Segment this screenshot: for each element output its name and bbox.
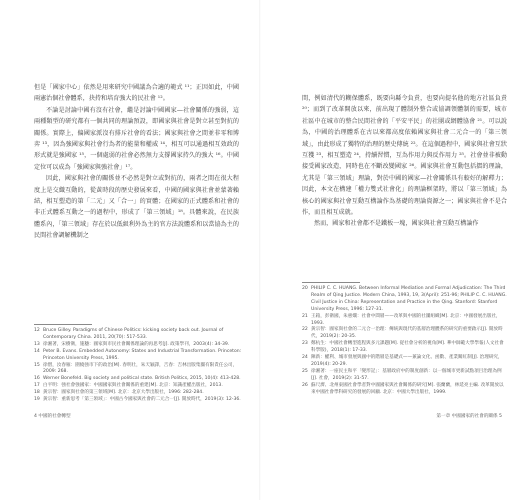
footnote-divider [302, 282, 360, 283]
left-body-text [34, 82, 239, 242]
footnote-number: 13 [34, 341, 40, 347]
footnote-number: 16 [34, 376, 40, 382]
footnote [34, 397, 244, 404]
paragraph: 不論是討論中國有沒有社會，繼是討論中國國家—社會關係的強弱，這兩種類型的研究都有一個共同的理論預設，即國家與社會是對立甚至對抗的關係。實際上，偏國家派沒有排斥社會的看法；國家與社會之間並非零和博弈 ¹³，因為強國家與社會行為者的能量和權威 ¹⁴，相互可以通過相互效政的形式就是強國家 ¹⁵，一個處弱的社會必然無力支撐國家持久的強大 ¹⁶。中國定位可以成為「強國家與強社會」¹⁷。 [34, 106, 239, 171]
footnote-number: 15 [34, 362, 40, 368]
footnote-text: 徐湘著，宋樹衛，施穗：國家與市民社會關係理論的再思考[J]. 政策學刊，2003(4): 34-39. [43, 341, 230, 347]
footnote-number: 23 [302, 341, 308, 347]
footnote-number: 26 [302, 382, 308, 388]
footnote-text: PHILIP C. C. HUANG. Between Informal Mediation and Formal Adjudication: The Third Realm of Qing Justice. Modern China, 1993, 19, 3(April): 251-96; PHILIP C. C. HUANG. Civil Justice in China: Representation and Practice in the Qing. Stanford: Stanford University Press, 1996: 127-31. [311, 286, 507, 312]
paragraph: 但是「國家中心」依然是用來研究中國議為合適的範式 ¹¹；正因如此，中國兩憲治個社會體系，抉持和培育強大的民社會 ¹²。 [34, 84, 239, 103]
footnote-number: 24 [302, 355, 308, 361]
footnote [302, 286, 507, 314]
footnote-number: 18 [34, 390, 40, 396]
footnote [302, 355, 507, 369]
footnote-text: 蘇尺濟、北州東國社會學者對中國國家與社會關係的研究[M]. 張蘭蘭，林延亮主編. 改革開放以來中國社會學科研究的發展的回顧. 北京：中國大學出版社，1999. [311, 382, 504, 395]
footnote [34, 328, 244, 342]
page-footer: 第一章 中國國家的社會的關係 5 [436, 414, 502, 419]
footnote [302, 341, 507, 355]
footnote-number: 19 [34, 397, 40, 403]
footnote [302, 383, 507, 397]
paragraph: 因此，國家與社會的關係並不必然是對立或對抗的，兩者之間在很大程度上是交織互動的，從黃時段的歷史發展來看，中國的國家與社會並蒙著賴結，相互塑造的第「二元」又「合一」的實體；在國家的正式體系和社會的非正式體系互動之一的過程中，形成了「第三領域」¹⁸。具體來說，在民族體系內，「第三領域」存在於以低級利外為主的官方法說體系和以當協為主的民間社會調解機制之 [34, 175, 239, 240]
footnote-text: 王箱，彭衛國，朱惠嫻：社會中間層——改革與中國的社團組織[M]. 北京：中國發展出版社，1993. [311, 313, 501, 326]
footnote-text: Werner Bonefeld. Big society and political state. British Politics, 2015, 10(4): 413-428. [43, 376, 241, 382]
right-footnotes [302, 286, 507, 397]
footnote [302, 314, 507, 328]
footnote-number: 20 [302, 286, 308, 291]
page-footer: 4 中國的社會轉型 [34, 414, 71, 419]
footnote-text: 黃宗智：國家與社會的二元合一治理：傳統與現代的基層治理體系的研究的重要啟示[J]. 開放時代，2019(2): 20-35. [311, 327, 503, 340]
footnote [302, 327, 507, 341]
footnote-text: Bruce Gilley. Paradigms of Chinese Politics: kicking society back out. Journal of Contemporary China. 2011, 20(70): 517-533. [43, 328, 224, 340]
footnote-divider [34, 324, 92, 325]
footnote-text: 陳新：權利、城市發展與國中的階層是基礎式——兼論文化、函數、產業關紅制[J]. 治理研究，2019(4): 20-29. [311, 355, 503, 367]
footnote-number: 17 [34, 383, 40, 389]
footnote-text: 白平明：強社會強國家：中國國家與社會關係的重建[M]. 北京：知識產權出版社，2013. [43, 383, 223, 389]
paragraph: 間，例如清代的糊保體系，既要向縣令負責，也要向提名他的地方社區負責 ²⁰；而到了改革開放以來，前出現了體制外整合或協調領體制的需要，城市社區中在城市的整合民間社會的「平安平民」的社團或網體協會 ²¹。可以說為，中國的治理體系在古以來都高度依賴國家與社會二元合一的「第三領域」，由此形成了獨特的治理的歷史傳統 ²²。在這個過程中，國家與社會互狀互獲 ²³，相互塑造 ²⁴，持續習慣，互為作用力與反作用力 ²⁵。社會並非被動接受國家改造，同時也在不斷改變國家 ²⁶。國家與社會互動包括摺的理論，尤其是「第三領域」理論，對於中國的國家—社會關係具有較好的解釋力；因此，本文在構建「權力雙式社會化」的理論框架時，將以「第三領域」為核心的國家與社會互動互構論作為基礎的理論資源之一；國家與社會不是合作，而且相互成就。 [302, 95, 507, 217]
footnote-text: 徐湘著：一座民主和平「變形記」：基層政府中的制度創新：以一個城市更新試點項目治理為例[J]. 社會，2019(2): 31-57. [311, 368, 502, 381]
footnote-text: Peter B. Evans. Embedded Autonomy: States and Industrial Transformation. Princeton: Princeton University Press, 1995. [43, 348, 242, 361]
footnote [34, 363, 244, 377]
paragraph: 然而，國家和社會都不是鐵板一塊，國家與社會互動互構論作 [314, 220, 479, 228]
footnote-text: 鄭杭生：中國社會轉型進程與多元課題[M]. 從社會分析的視角[M]. 華中師範大學學報(人文社會科學版)，2018(1): 17-33. [311, 341, 504, 354]
footnote [34, 342, 244, 349]
footnote-text: 黃宗智：重新思考「第三領域」：中國古今國家與社會的二元合一[J]. 開放時代，2019(3): 12-36. [43, 397, 241, 403]
right-body-text [302, 93, 507, 230]
footnote-number: 21 [302, 313, 308, 319]
footnote-text: 黃宗智：國家與社會的第三領域[M]. 北京：北京大學出版社，1996: 282-284. [43, 390, 204, 396]
footnote-text: 徐僧，汝春雁：圍繞強市下的政治[M]. 春明壮，朱天颖譯，吉春：吉林出版集團有限責任公司，2009: 268. [43, 362, 238, 375]
footnote-number: 25 [302, 368, 308, 374]
footnote-number: 12 [34, 328, 40, 333]
right-page [260, 0, 520, 500]
footnote-number: 14 [34, 348, 40, 354]
footnote [34, 349, 244, 363]
left-footnotes [34, 328, 244, 404]
footnote-number: 22 [302, 327, 308, 333]
footnote [302, 369, 507, 383]
